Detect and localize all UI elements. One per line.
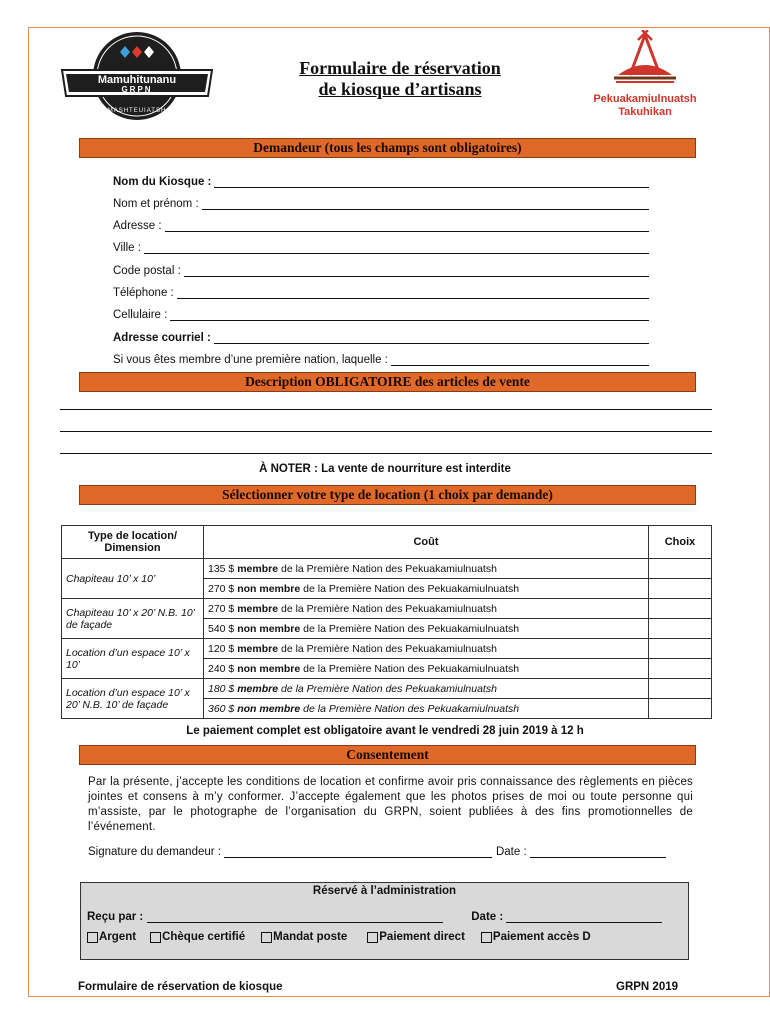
address-field[interactable] [113,216,649,232]
address-label: Adresse : [113,220,162,232]
postal-code-label: Code postal : [113,265,181,277]
cost-cell: 270 $ membre de la Première Nation des Pekuakamiulnuatsh [204,599,649,619]
cellphone-label: Cellulaire : [113,309,168,321]
rental-table [61,525,712,719]
description-line-2[interactable] [60,431,712,432]
cost-cell: 240 $ non membre de la Première Nation des Pekuakamiulnuatsh [204,659,649,679]
cellphone-field[interactable] [113,305,649,321]
applicant-section-heading: Demandeur (tous les champs sont obligatoires) [79,138,696,158]
postal-code-field[interactable] [113,261,649,277]
checkbox-icon[interactable] [481,932,492,943]
grpn-logo-arc: MASHTEUIATSH [107,108,167,114]
type-cell: Location d’un espace 10’ x 20’ N.B. 10’ de façade [62,679,204,719]
table-row [62,639,712,659]
choice-cell[interactable] [649,639,712,659]
food-sale-note: À NOTER : La vente de nourriture est interdite [259,463,511,475]
received-by-label: Reçu par : [87,911,144,923]
first-nation-label: Si vous êtes membre d’une première nation, laquelle : [113,354,388,366]
cost-cell: 120 $ membre de la Première Nation des Pekuakamiulnuatsh [204,639,649,659]
payment-options [87,931,687,943]
footer-year: GRPN 2019 [616,981,679,993]
received-by-line[interactable] [147,911,443,923]
email-label: Adresse courriel : [113,332,211,344]
choice-cell[interactable] [649,679,712,699]
email-field[interactable] [113,328,649,344]
grpn-logo-name: Mamuhitunanu [97,74,177,86]
full-name-field[interactable] [113,194,649,210]
table-row [62,679,712,699]
choice-cell[interactable] [649,659,712,679]
description-line-1[interactable] [60,409,712,410]
table-row [62,599,712,619]
phone-line[interactable] [177,287,649,299]
choice-cell[interactable] [649,559,712,579]
checkbox-icon[interactable] [261,932,272,943]
header-type: Type de location/ Dimension [62,526,204,559]
phone-label: Téléphone : [113,287,174,299]
kiosk-name-field[interactable] [113,172,649,188]
email-line[interactable] [214,332,649,344]
checkbox-icon[interactable] [367,932,378,943]
footer-form-name: Formulaire de réservation de kiosque [78,981,283,993]
form-title-line1: Formulaire de réservation [299,58,501,78]
city-field[interactable] [113,238,649,254]
type-cell: Chapiteau 10’ x 10’ [62,559,204,599]
full-name-line[interactable] [202,198,649,210]
signature-row [88,842,694,858]
payment-deadline: Le paiement complet est obligatoire avant le vendredi 28 juin 2019 à 12 h [186,725,584,737]
consent-section-heading: Consentement [79,745,696,765]
choice-cell[interactable] [649,619,712,639]
city-line[interactable] [144,242,649,254]
choice-cell[interactable] [649,599,712,619]
choice-cell[interactable] [649,699,712,719]
admin-date-label: Date : [471,911,504,923]
first-nation-line[interactable] [391,354,649,366]
choice-cell[interactable] [649,579,712,599]
checkbox-icon[interactable] [87,932,98,943]
consent-text: Par la présente, j’accepte les conditions de location et confirme avoir pris connaissance des règlements en pièces jointes et consens à m’y conformer. J’accepte également que les photos prises de moi ou toute personne qui m’assiste, par le photographe de l’organisation du GRPN, soient publiées à des fins promotionnelles de l’événement. [88,776,693,833]
pekuakamiulnuatsh-logo-line1: Pekuakamiulnuatsh [593,93,697,105]
type-cell: Chapiteau 10’ x 20’ N.B. 10’ de façade [62,599,204,639]
phone-field[interactable] [113,283,649,299]
description-line-3[interactable] [60,453,712,454]
payment-option-money-order[interactable]: Mandat poste [261,931,347,943]
payment-option-certified-cheque[interactable]: Chèque certifié [150,931,245,943]
header-choice: Choix [649,526,712,559]
payment-option-direct[interactable]: Paiement direct [367,931,465,943]
signature-label: Signature du demandeur : [88,846,221,858]
cost-cell: 360 $ non membre de la Première Nation des Pekuakamiulnuatsh [204,699,649,719]
first-nation-field[interactable] [113,350,649,366]
header-cost: Coût [204,526,649,559]
kiosk-name-line[interactable] [214,176,649,188]
address-line[interactable] [165,220,649,232]
cost-cell: 180 $ membre de la Première Nation des Pekuakamiulnuatsh [204,679,649,699]
payment-option-acces-d[interactable]: Paiement accès D [481,931,591,943]
form-title [230,58,570,100]
rental-table-header [62,526,712,559]
type-cell: Location d’un espace 10’ x 10’ [62,639,204,679]
checkbox-icon[interactable] [150,932,161,943]
rental-section-heading: Sélectionner votre type de location (1 choix par demande) [79,485,696,505]
city-label: Ville : [113,242,141,254]
payment-option-cash[interactable]: Argent [87,931,136,943]
consent-date-label: Date : [495,846,527,858]
form-title-line2: de kiosque d’artisans [318,79,482,99]
signature-line[interactable] [224,846,492,858]
postal-code-line[interactable] [184,265,649,277]
grpn-logo-acronym: GRPN [121,85,153,94]
kiosk-name-label: Nom du Kiosque : [113,176,212,188]
cost-cell: 270 $ non membre de la Première Nation des Pekuakamiulnuatsh [204,579,649,599]
admin-received-row [87,907,677,923]
admin-title: Réservé à l’administration [312,885,457,897]
cost-cell: 540 $ non membre de la Première Nation des Pekuakamiulnuatsh [204,619,649,639]
admin-box [80,882,689,960]
cellphone-line[interactable] [170,309,649,321]
full-name-label: Nom et prénom : [113,198,199,210]
description-section-heading: Description OBLIGATOIRE des articles de vente [79,372,696,392]
consent-date-line[interactable] [530,846,666,858]
pekuakamiulnuatsh-logo-line2: Takuhikan [618,106,672,118]
pekuakamiulnuatsh-logo [570,30,720,122]
admin-date-line[interactable] [506,911,662,923]
grpn-logo [58,30,216,122]
table-row [62,559,712,579]
cost-cell: 135 $ membre de la Première Nation des Pekuakamiulnuatsh [204,559,649,579]
